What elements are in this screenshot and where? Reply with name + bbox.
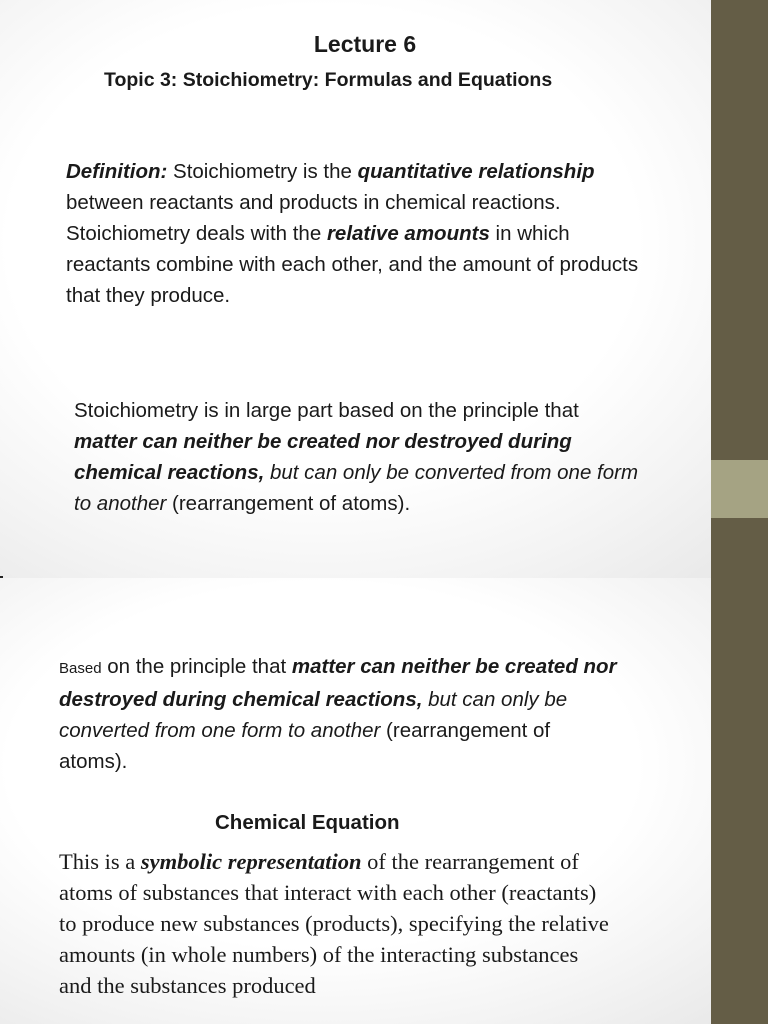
equation-line-1 (59, 846, 609, 877)
equation-text: of the rearrangement of (361, 849, 579, 874)
equation-emphasis: symbolic representation (140, 849, 362, 874)
slide-subtitle: Topic 3: Stoichiometry: Formulas and Equations (104, 69, 553, 91)
relative-amounts-emphasis: relative amounts (326, 222, 490, 245)
definition-line-4: reactants combine with each other, and the amount of products (66, 253, 639, 276)
definition-line-2: between reactants and products in chemical reactions. (66, 191, 561, 214)
based-italic: but can only be (422, 688, 568, 711)
slide-title: Lecture 6 (313, 31, 417, 57)
based-line-1 (59, 651, 617, 684)
definition-line-1 (66, 156, 638, 187)
definition-label: Definition: (66, 160, 168, 183)
principle-emphasis: chemical reactions, (74, 461, 265, 484)
definition-text: Stoichiometry deals with the (66, 222, 327, 245)
principle-paragraph (74, 395, 638, 519)
based-text: on the principle that (101, 655, 292, 678)
definition-paragraph (66, 156, 638, 311)
chemical-equation-heading: Chemical Equation (215, 811, 400, 834)
definition-emphasis: quantitative relationship (357, 160, 595, 183)
based-line-4: atoms). (59, 750, 128, 773)
equation-line-4: amounts (in whole numbers) of the interacting substances (59, 942, 579, 967)
equation-line-2: atoms of substances that interact with each other (reactants) (59, 880, 597, 905)
based-small-word: Based (59, 660, 102, 677)
principle-line-4 (74, 488, 638, 519)
based-text: (rearrangement of (380, 719, 551, 742)
principle-text: (rearrangement of atoms). (166, 492, 411, 515)
equation-text: This is a (59, 849, 141, 874)
definition-text: Stoichiometry is the (167, 160, 358, 183)
definition-text: in which (489, 222, 570, 245)
definition-line-3 (66, 218, 638, 249)
sidebar-bar (711, 578, 768, 1024)
based-line-3 (59, 715, 617, 746)
equation-line-3: to produce new substances (products), specifying the relative (59, 911, 609, 936)
equation-paragraph (59, 846, 609, 1001)
equation-line-5: and the substances produced (59, 973, 316, 998)
principle-line-2: matter can neither be created nor destroyed during (74, 430, 572, 453)
based-paragraph (59, 651, 617, 777)
based-emphasis: destroyed during chemical reactions, (59, 688, 423, 711)
principle-italic: but can only be converted from one form (264, 461, 639, 484)
sidebar-accent-block (711, 460, 768, 518)
based-line-2 (59, 684, 617, 715)
definition-line-5: that they produce. (66, 284, 231, 307)
principle-line-1: Stoichiometry is in large part based on the principle that (74, 399, 579, 422)
based-italic: converted from one form to another (59, 719, 381, 742)
principle-line-3 (74, 457, 638, 488)
based-emphasis: matter can neither be created nor (291, 655, 617, 678)
principle-italic: to another (74, 492, 167, 515)
